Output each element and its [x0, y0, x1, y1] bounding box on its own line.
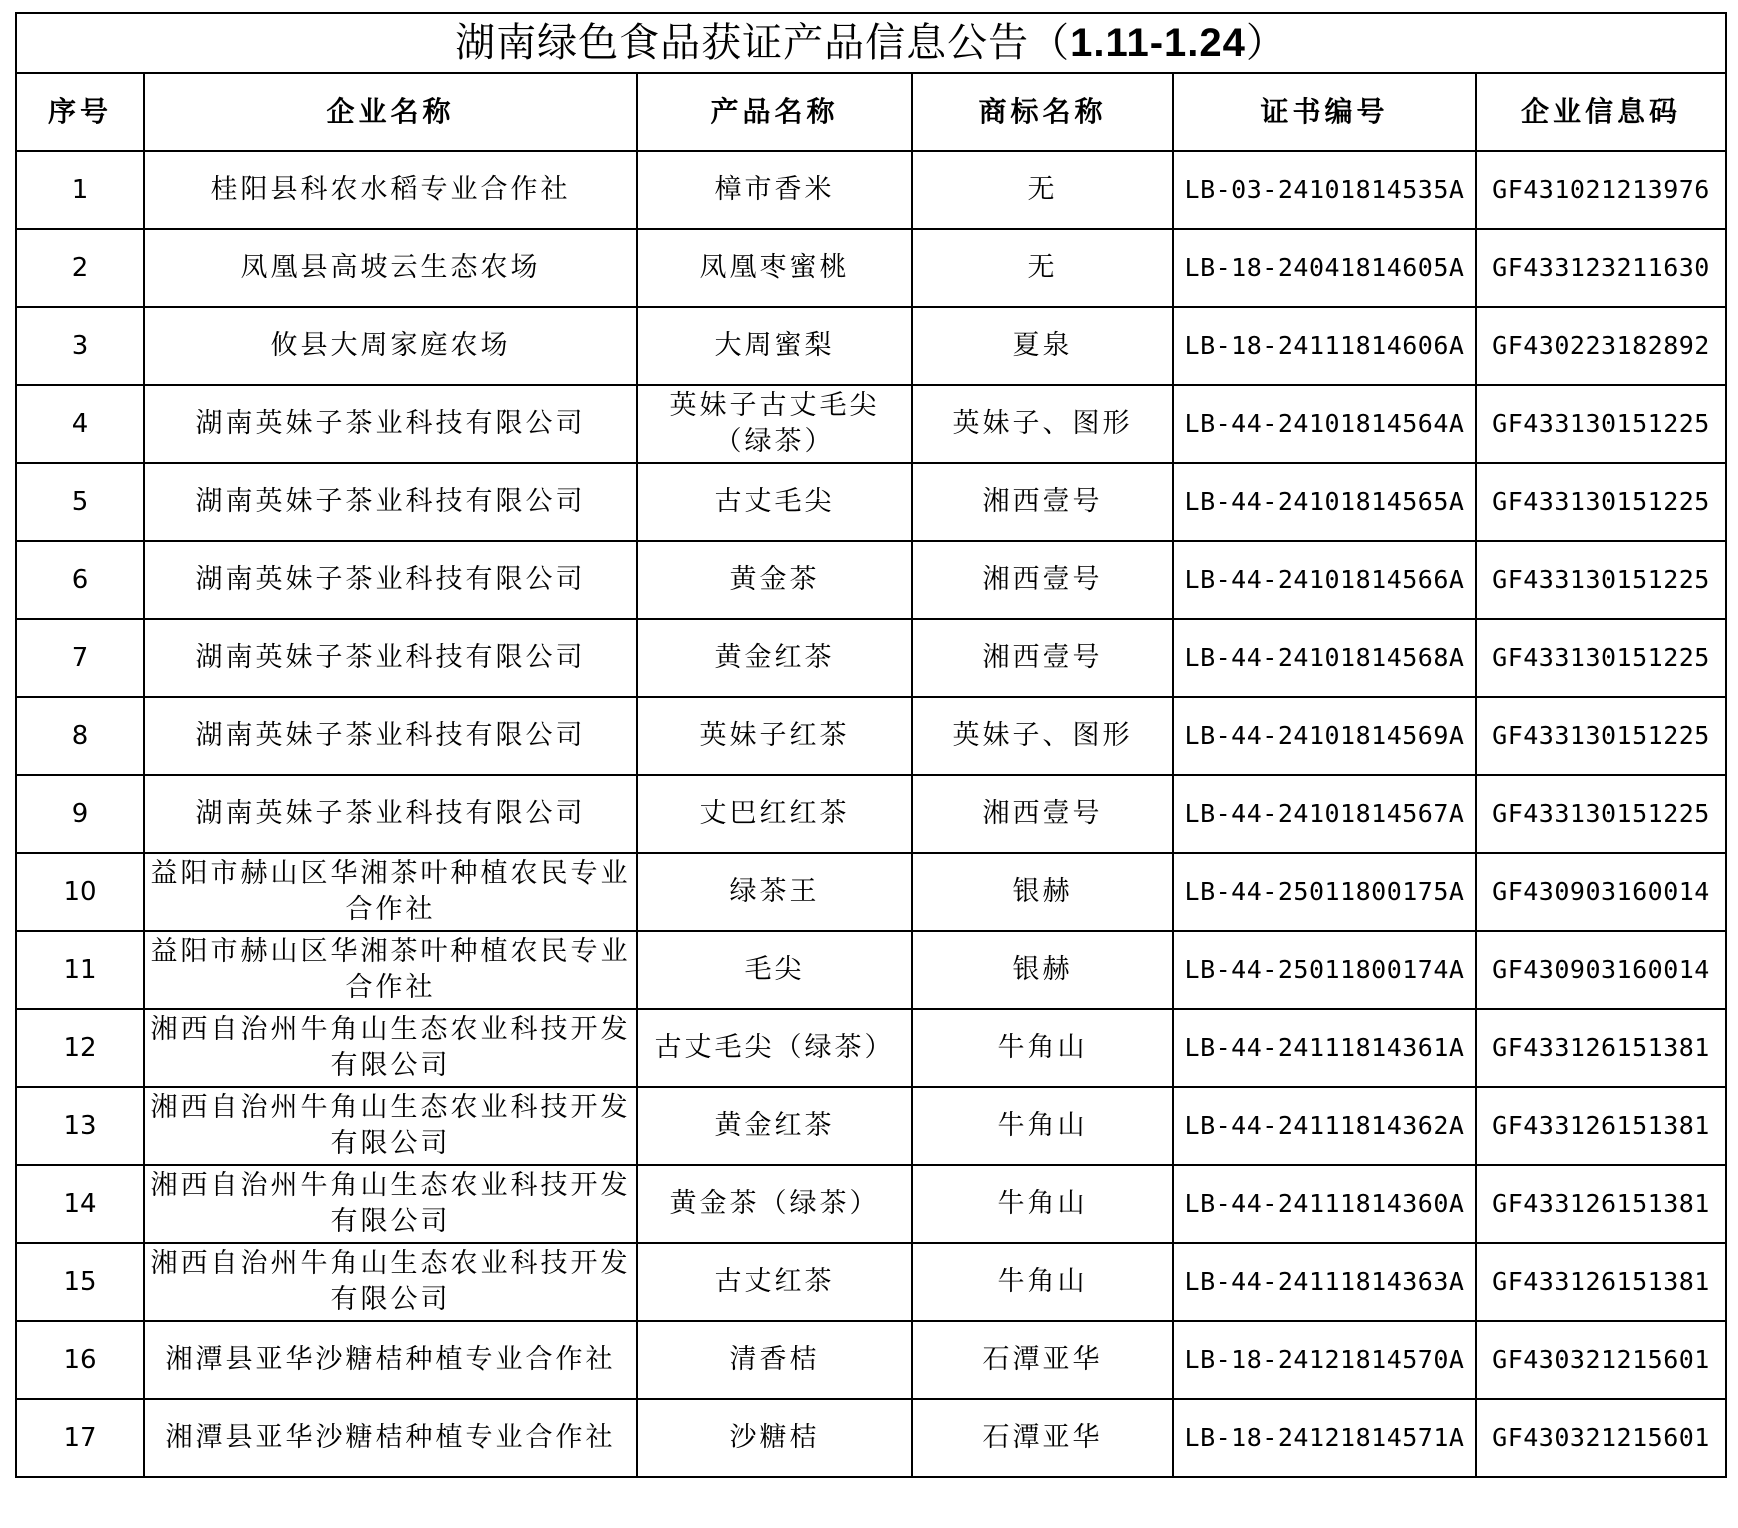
cell-company: 湘西自治州牛角山生态农业科技开发有限公司: [144, 1087, 637, 1165]
cell-trademark: 银赫: [912, 853, 1173, 931]
cell-company: 湘西自治州牛角山生态农业科技开发有限公司: [144, 1009, 637, 1087]
cell-seq: 1: [16, 151, 144, 229]
cell-seq: 6: [16, 541, 144, 619]
cell-company: 湘潭县亚华沙糖桔种植专业合作社: [144, 1399, 637, 1477]
cell-seq: 16: [16, 1321, 144, 1399]
table-row: [16, 1165, 1726, 1243]
cell-trademark: 无: [912, 229, 1173, 307]
cell-company-code: GF430903160014: [1476, 931, 1726, 1009]
header-company: 企业名称: [144, 73, 637, 151]
cell-company: 湘西自治州牛角山生态农业科技开发有限公司: [144, 1243, 637, 1321]
cell-certificate: LB-44-25011800174A: [1173, 931, 1476, 1009]
cell-certificate: LB-44-24111814362A: [1173, 1087, 1476, 1165]
table-row: [16, 385, 1726, 463]
cell-trademark: 石潭亚华: [912, 1321, 1173, 1399]
cell-certificate: LB-03-24101814535A: [1173, 151, 1476, 229]
cell-product: 古丈毛尖: [637, 463, 912, 541]
table-row: [16, 775, 1726, 853]
cell-company-code: GF430321215601: [1476, 1321, 1726, 1399]
table-row: [16, 853, 1726, 931]
header-row: [16, 73, 1726, 151]
cell-seq: 11: [16, 931, 144, 1009]
header-seq: 序号: [16, 73, 144, 151]
cell-company: 湖南英妹子茶业科技有限公司: [144, 619, 637, 697]
cell-company: 湘西自治州牛角山生态农业科技开发有限公司: [144, 1165, 637, 1243]
cell-certificate: LB-44-24101814567A: [1173, 775, 1476, 853]
cell-product: 凤凰枣蜜桃: [637, 229, 912, 307]
cell-certificate: LB-44-25011800175A: [1173, 853, 1476, 931]
cell-trademark: 湘西壹号: [912, 619, 1173, 697]
cell-certificate: LB-44-24101814569A: [1173, 697, 1476, 775]
table-row: [16, 1243, 1726, 1321]
cell-company-code: GF433126151381: [1476, 1243, 1726, 1321]
cell-certificate: LB-44-24101814565A: [1173, 463, 1476, 541]
cell-seq: 15: [16, 1243, 144, 1321]
cell-product: 黄金红茶: [637, 1087, 912, 1165]
cell-product: 黄金茶: [637, 541, 912, 619]
cell-certificate: LB-44-24101814566A: [1173, 541, 1476, 619]
cell-seq: 3: [16, 307, 144, 385]
cell-product: 古丈毛尖（绿茶）: [637, 1009, 912, 1087]
cell-seq: 13: [16, 1087, 144, 1165]
table-row: [16, 307, 1726, 385]
cell-seq: 2: [16, 229, 144, 307]
cell-company-code: GF430903160014: [1476, 853, 1726, 931]
cell-seq: 10: [16, 853, 144, 931]
cell-product: 丈巴红红茶: [637, 775, 912, 853]
cell-product: 毛尖: [637, 931, 912, 1009]
cell-product: 绿茶王: [637, 853, 912, 931]
cell-company-code: GF433130151225: [1476, 775, 1726, 853]
table-row: [16, 1009, 1726, 1087]
cell-certificate: LB-18-24121814571A: [1173, 1399, 1476, 1477]
cell-certificate: LB-18-24111814606A: [1173, 307, 1476, 385]
header-trademark: 商标名称: [912, 73, 1173, 151]
cell-trademark: 牛角山: [912, 1165, 1173, 1243]
cell-seq: 7: [16, 619, 144, 697]
cell-company-code: GF433126151381: [1476, 1009, 1726, 1087]
header-company-code: 企业信息码: [1476, 73, 1726, 151]
cell-seq: 4: [16, 385, 144, 463]
header-certificate: 证书编号: [1173, 73, 1476, 151]
cell-certificate: LB-44-24111814361A: [1173, 1009, 1476, 1087]
cell-seq: 5: [16, 463, 144, 541]
cell-product: 沙糖桔: [637, 1399, 912, 1477]
cell-product: 英妹子红茶: [637, 697, 912, 775]
cell-company-code: GF433123211630: [1476, 229, 1726, 307]
cell-trademark: 银赫: [912, 931, 1173, 1009]
cell-seq: 12: [16, 1009, 144, 1087]
cell-company: 湖南英妹子茶业科技有限公司: [144, 775, 637, 853]
cell-certificate: LB-44-24111814363A: [1173, 1243, 1476, 1321]
cell-trademark: 湘西壹号: [912, 463, 1173, 541]
cell-company-code: GF430223182892: [1476, 307, 1726, 385]
cell-trademark: 牛角山: [912, 1087, 1173, 1165]
table-row: [16, 619, 1726, 697]
cell-company-code: GF431021213976: [1476, 151, 1726, 229]
cell-company-code: GF430321215601: [1476, 1399, 1726, 1477]
cell-seq: 14: [16, 1165, 144, 1243]
cell-company-code: GF433130151225: [1476, 541, 1726, 619]
table-row: [16, 229, 1726, 307]
cell-trademark: 夏泉: [912, 307, 1173, 385]
cell-trademark: 牛角山: [912, 1243, 1173, 1321]
table-row: [16, 463, 1726, 541]
title-date: 1.11-1.24: [1070, 21, 1246, 65]
cell-product: 黄金红茶: [637, 619, 912, 697]
cell-product: 清香桔: [637, 1321, 912, 1399]
header-product: 产品名称: [637, 73, 912, 151]
cell-product: 大周蜜梨: [637, 307, 912, 385]
cell-certificate: LB-18-24041814605A: [1173, 229, 1476, 307]
table-row: [16, 541, 1726, 619]
cell-company-code: GF433130151225: [1476, 463, 1726, 541]
cell-trademark: 牛角山: [912, 1009, 1173, 1087]
table-row: [16, 1399, 1726, 1477]
cell-company: 凤凰县高坡云生态农场: [144, 229, 637, 307]
cell-trademark: 无: [912, 151, 1173, 229]
page-title: [16, 13, 1726, 73]
announcement-sheet: [15, 12, 1725, 1478]
cell-product: 古丈红茶: [637, 1243, 912, 1321]
cell-company: 湖南英妹子茶业科技有限公司: [144, 697, 637, 775]
cell-product: 樟市香米: [637, 151, 912, 229]
cell-seq: 9: [16, 775, 144, 853]
cell-trademark: 湘西壹号: [912, 775, 1173, 853]
table-row: [16, 1087, 1726, 1165]
cell-company-code: GF433130151225: [1476, 619, 1726, 697]
cell-company-code: GF433130151225: [1476, 697, 1726, 775]
title-row: [16, 13, 1726, 73]
cell-company: 湖南英妹子茶业科技有限公司: [144, 463, 637, 541]
product-table: [15, 12, 1727, 1478]
table-body: [16, 151, 1726, 1477]
cell-certificate: LB-18-24121814570A: [1173, 1321, 1476, 1399]
cell-certificate: LB-44-24101814568A: [1173, 619, 1476, 697]
cell-certificate: LB-44-24111814360A: [1173, 1165, 1476, 1243]
cell-trademark: 石潭亚华: [912, 1399, 1173, 1477]
cell-company-code: GF433130151225: [1476, 385, 1726, 463]
cell-trademark: 湘西壹号: [912, 541, 1173, 619]
cell-company: 攸县大周家庭农场: [144, 307, 637, 385]
table-row: [16, 931, 1726, 1009]
cell-trademark: 英妹子、图形: [912, 385, 1173, 463]
title-close: ）: [1245, 20, 1287, 66]
title-main: 湖南绿色食品获证产品信息公告（: [455, 20, 1071, 66]
cell-company-code: GF433126151381: [1476, 1165, 1726, 1243]
table-row: [16, 151, 1726, 229]
cell-trademark: 英妹子、图形: [912, 697, 1173, 775]
cell-company: 湘潭县亚华沙糖桔种植专业合作社: [144, 1321, 637, 1399]
cell-seq: 17: [16, 1399, 144, 1477]
cell-product: 黄金茶（绿茶）: [637, 1165, 912, 1243]
cell-company-code: GF433126151381: [1476, 1087, 1726, 1165]
table-row: [16, 1321, 1726, 1399]
cell-company: 湖南英妹子茶业科技有限公司: [144, 385, 637, 463]
table-row: [16, 697, 1726, 775]
cell-certificate: LB-44-24101814564A: [1173, 385, 1476, 463]
cell-seq: 8: [16, 697, 144, 775]
cell-product: 英妹子古丈毛尖（绿茶）: [637, 385, 912, 463]
cell-company: 益阳市赫山区华湘茶叶种植农民专业合作社: [144, 853, 637, 931]
cell-company: 益阳市赫山区华湘茶叶种植农民专业合作社: [144, 931, 637, 1009]
cell-company: 桂阳县科农水稻专业合作社: [144, 151, 637, 229]
cell-company: 湖南英妹子茶业科技有限公司: [144, 541, 637, 619]
